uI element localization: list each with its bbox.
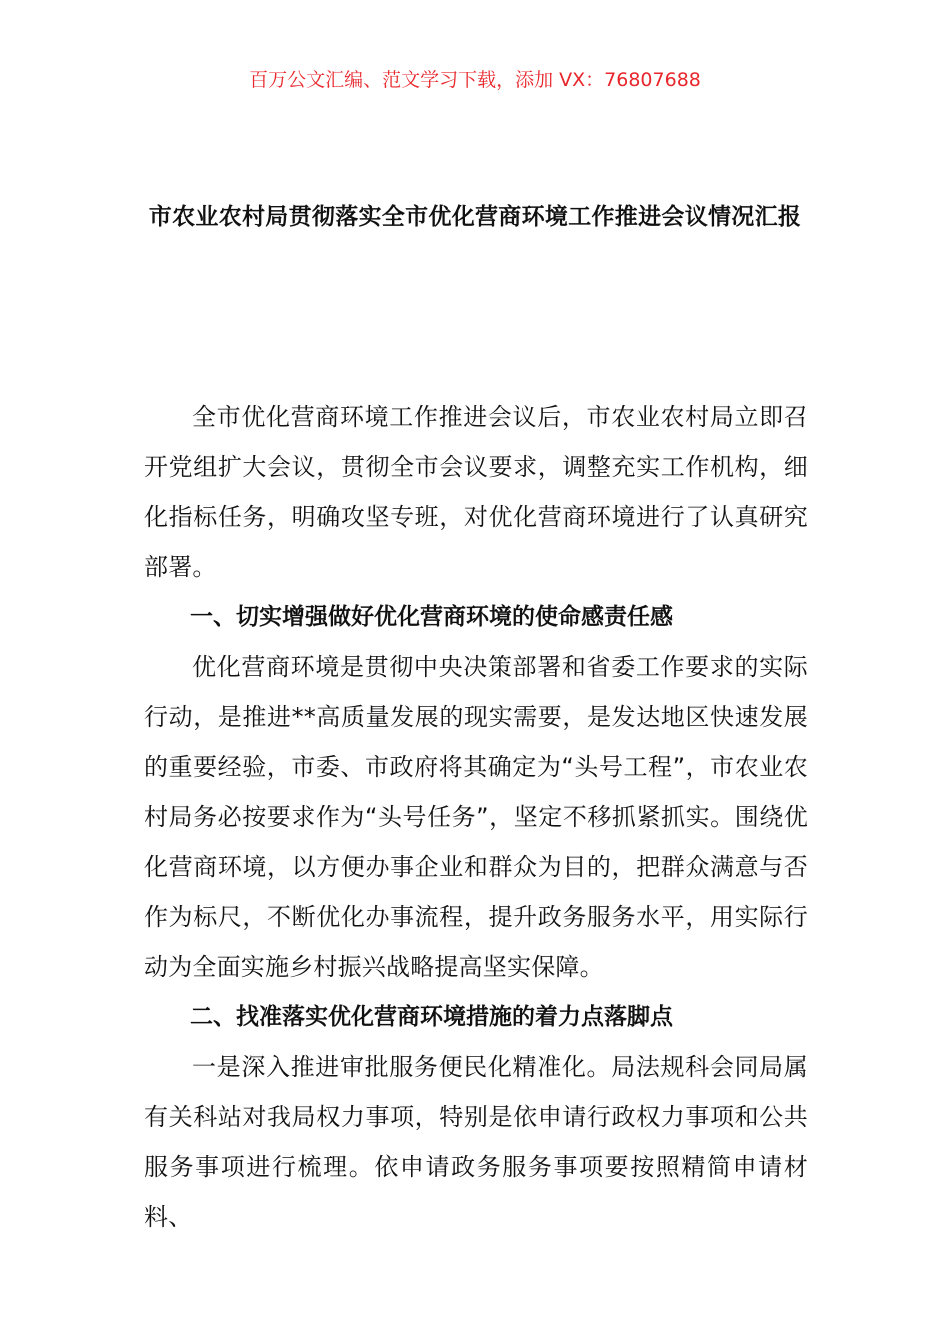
- section-paragraph-1: 优化营商环境是贯彻中央决策部署和省委工作要求的实际行动，是推进**高质量发展的现实需要，是发达地区快速发展的重要经验，市委、市政府将其确定为“头号工程”，市农业农村局务必按要求作为“头号任务”，坚定不移抓紧抓实。围绕优化营商环境，以方便办事企业和群众为目的，把群众满意与否作为标尺，不断优化办事流程，提升政务服务水平，用实际行动为全面实施乡村振兴战略提高坚实保障。: [144, 653, 808, 981]
- header-note: 百万公文汇编、范文学习下载，添加 VX：76807688: [249, 69, 701, 91]
- intro-paragraph: 全市优化营商环境工作推进会议后，市农业农村局立即召开党组扩大会议，贯彻全市会议要求，调整充实工作机构，细化指标任务，明确攻坚专班，对优化营商环境进行了认真研究部署。: [144, 403, 808, 581]
- section-heading-1: 一、切实增强做好优化营商环境的使命感责任感: [190, 604, 673, 630]
- document-body: [144, 392, 808, 1242]
- document-title: 市农业农村局贯彻落实全市优化营商环境工作推进会议情况汇报: [148, 204, 802, 230]
- section-heading-2: 二、找准落实优化营商环境措施的着力点落脚点: [190, 1004, 673, 1030]
- section-paragraph-2: 一是深入推进审批服务便民化精准化。局法规科会同局属有关科站对我局权力事项，特别是依申请行政权力事项和公共服务事项进行梳理。依申请政务服务事项要按照精简申请材料、: [144, 1053, 808, 1231]
